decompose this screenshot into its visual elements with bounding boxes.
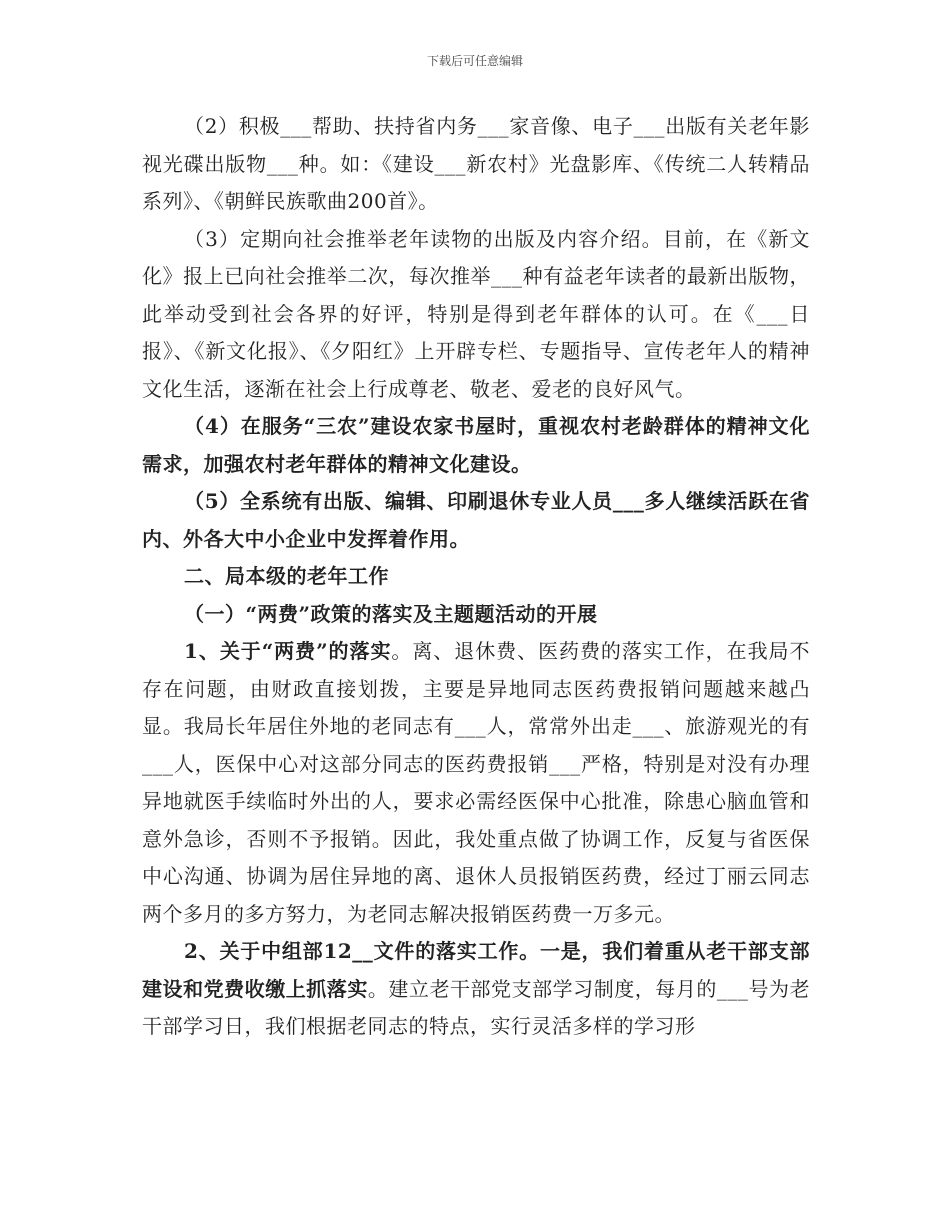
paragraph-central-org-doc <box>142 933 810 1046</box>
paragraph-central-org-doc-lead: 2、关于中组部12__文件的落实工作。一是，我们着重从老干部支部建设和党费收缴上抓落实 <box>142 939 810 1001</box>
section-heading: 二、局本级的老年工作 <box>184 564 389 588</box>
paragraph-two-fees-lead: 1、关于“两费”的落实 <box>184 639 392 663</box>
paragraph-two-fees <box>142 633 810 933</box>
document-body <box>142 108 810 1046</box>
paragraph-2: （2）积极___帮助、扶持省内务___家音像、电子___出版有关老年影视光碟出版物___种。如：《建设___新农村》光盘影库、《传统二人转精品系列》、《朝鲜民族歌曲200首》。 <box>142 114 810 213</box>
paragraph-3: （3）定期向社会推举老年读物的出版及内容介绍。目前，在《新文化》报上已向社会推举二次，每次推举___种有益老年读者的最新出版物，此举动受到社会各界的好评，特别是得到老年群体的认可。在《___日报》、《新文化报》、《夕阳红》上开辟专栏、专题指导、宣传老年人的精神文化生活，逐渐在社会上行成尊老、敬老、爱老的良好风气。 <box>142 226 810 401</box>
subsection-heading: （一）“两费”政策的落实及主题题活动的开展 <box>184 601 598 626</box>
paragraph-two-fees-body: 。离、退休费、医药费的落实工作，在我局不存在问题，由财政直接划拨，主要是异地同志医药费报销问题越来越凸显。我局长年居住外地的老同志有___人，常常外出走___、旅游观光的有___人，医保中心对这部分同志的医药费报销___严格，特别是对没有办理异地就医手续临时外出的人，要求必需经医保中心批准，除患心脑血管和意外急诊，否则不予报销。因此，我处重点做了协调工作，反复与省医保中心沟通、协调为居住异地的离、退休人员报销医药费，经过丁丽云同志两个多月的多方努力，为老同志解决报销医药费一万多元。 <box>142 639 810 926</box>
paragraph-4: （4）在服务“三农”建设农家书屋时，重视农村老龄群体的精神文化需求，加强农村老年群体的精神文化建设。 <box>142 414 810 476</box>
page-header: 下载后可任意编辑 <box>426 54 523 68</box>
paragraph-5: （5）全系统有出版、编辑、印刷退休专业人员___多人继续活跃在省内、外各大中小企业中发挥着作用。 <box>142 489 810 551</box>
paragraph-central-org-doc-body: 。建立老干部党支部学习制度，每月的___号为老干部学习日，我们根据老同志的特点，实行灵活多样的学习形 <box>142 976 811 1038</box>
